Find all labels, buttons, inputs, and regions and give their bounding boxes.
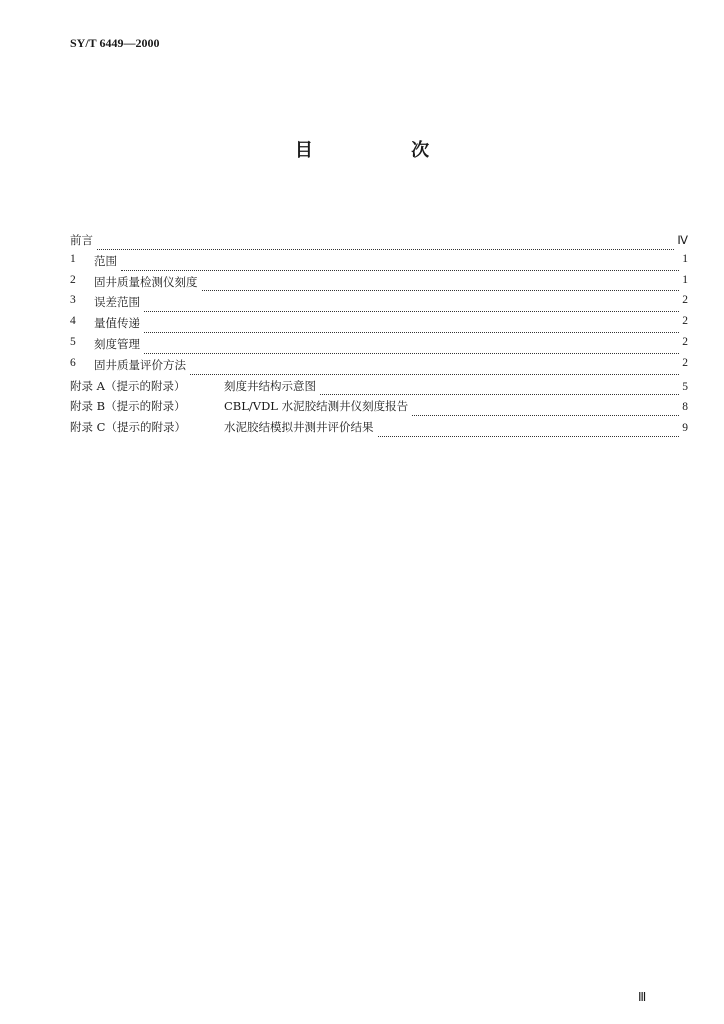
- toc-entry[interactable]: [70, 378, 688, 399]
- toc-dot-leader: [144, 311, 679, 312]
- toc-entry-page: 9: [682, 422, 688, 435]
- toc-entry-number: 6: [70, 356, 76, 369]
- toc-entry-page: 5: [682, 380, 688, 393]
- toc-dot-leader: [320, 394, 679, 395]
- toc-entry-number: 5: [70, 335, 76, 348]
- page-number: Ⅲ: [638, 990, 647, 1004]
- toc-entry-title: 范围: [94, 253, 117, 268]
- toc-entry-title: CBL/VDL 水泥胶结测井仪刻度报告: [224, 399, 409, 414]
- toc-entry-label: [70, 378, 316, 394]
- toc-entry-page: 2: [682, 335, 688, 348]
- toc-dot-leader: [97, 249, 674, 250]
- toc-entry[interactable]: [70, 357, 688, 378]
- toc-entry-label: [70, 419, 374, 435]
- toc-entry-label: [70, 336, 140, 352]
- toc-dot-leader: [378, 436, 680, 437]
- toc-entry-title: 水泥胶结模拟井测井评价结果: [224, 420, 374, 435]
- toc-entry-label: [70, 315, 140, 331]
- page-title: 目 次: [294, 140, 476, 161]
- toc-dot-leader: [121, 270, 679, 271]
- toc-entry-title: 固井质量评价方法: [94, 357, 186, 372]
- toc-entry-page: 8: [682, 401, 688, 414]
- toc-entry-number: 2: [70, 273, 76, 286]
- toc-entry-title: 误差范围: [94, 295, 140, 310]
- toc-entry-label: [70, 232, 93, 248]
- toc-dot-leader: [412, 415, 679, 416]
- toc-entry-title: 固井质量检测仪刻度: [94, 274, 198, 289]
- toc-entry-appendix-prefix: 附录 C（提示的附录）: [70, 420, 186, 435]
- toc-entry[interactable]: [70, 398, 688, 419]
- toc-dot-leader: [144, 332, 679, 333]
- toc-entry-title: 量值传递: [94, 316, 140, 331]
- toc-entry-appendix-prefix: 附录 B（提示的附录）: [70, 399, 186, 414]
- toc-entry-label: [70, 398, 408, 414]
- toc-entry-page: 1: [682, 273, 688, 286]
- toc-entry-label: [70, 357, 186, 373]
- toc-entry-label: [70, 274, 198, 290]
- toc-entry-appendix-prefix: 附录 A（提示的附录）: [70, 378, 186, 393]
- table-of-contents: [70, 232, 688, 440]
- toc-entry-label: [70, 253, 117, 269]
- toc-entry[interactable]: [70, 253, 688, 274]
- toc-entry-page: 2: [682, 315, 688, 328]
- toc-entry[interactable]: [70, 419, 688, 440]
- toc-entry-page: 1: [682, 252, 688, 265]
- toc-entry-number: 1: [70, 252, 76, 265]
- toc-dot-leader: [144, 353, 679, 354]
- toc-entry[interactable]: [70, 315, 688, 336]
- toc-entry-number: 3: [70, 294, 76, 307]
- toc-dot-leader: [190, 374, 679, 375]
- toc-entry-label: [70, 294, 140, 310]
- toc-entry-page: Ⅳ: [677, 235, 688, 247]
- toc-entry[interactable]: [70, 274, 688, 295]
- toc-entry[interactable]: [70, 294, 688, 315]
- toc-dot-leader: [202, 290, 680, 291]
- toc-entry[interactable]: [70, 336, 688, 357]
- toc-entry-title: 前言: [70, 233, 93, 247]
- toc-entry-title: 刻度井结构示意图: [224, 378, 316, 393]
- toc-entry-page: 2: [682, 294, 688, 307]
- toc-entry-title: 刻度管理: [94, 336, 140, 351]
- standard-code: SY/T 6449—2000: [70, 36, 160, 50]
- toc-entry[interactable]: [70, 232, 688, 253]
- toc-entry-number: 4: [70, 315, 76, 328]
- toc-entry-page: 2: [682, 356, 688, 369]
